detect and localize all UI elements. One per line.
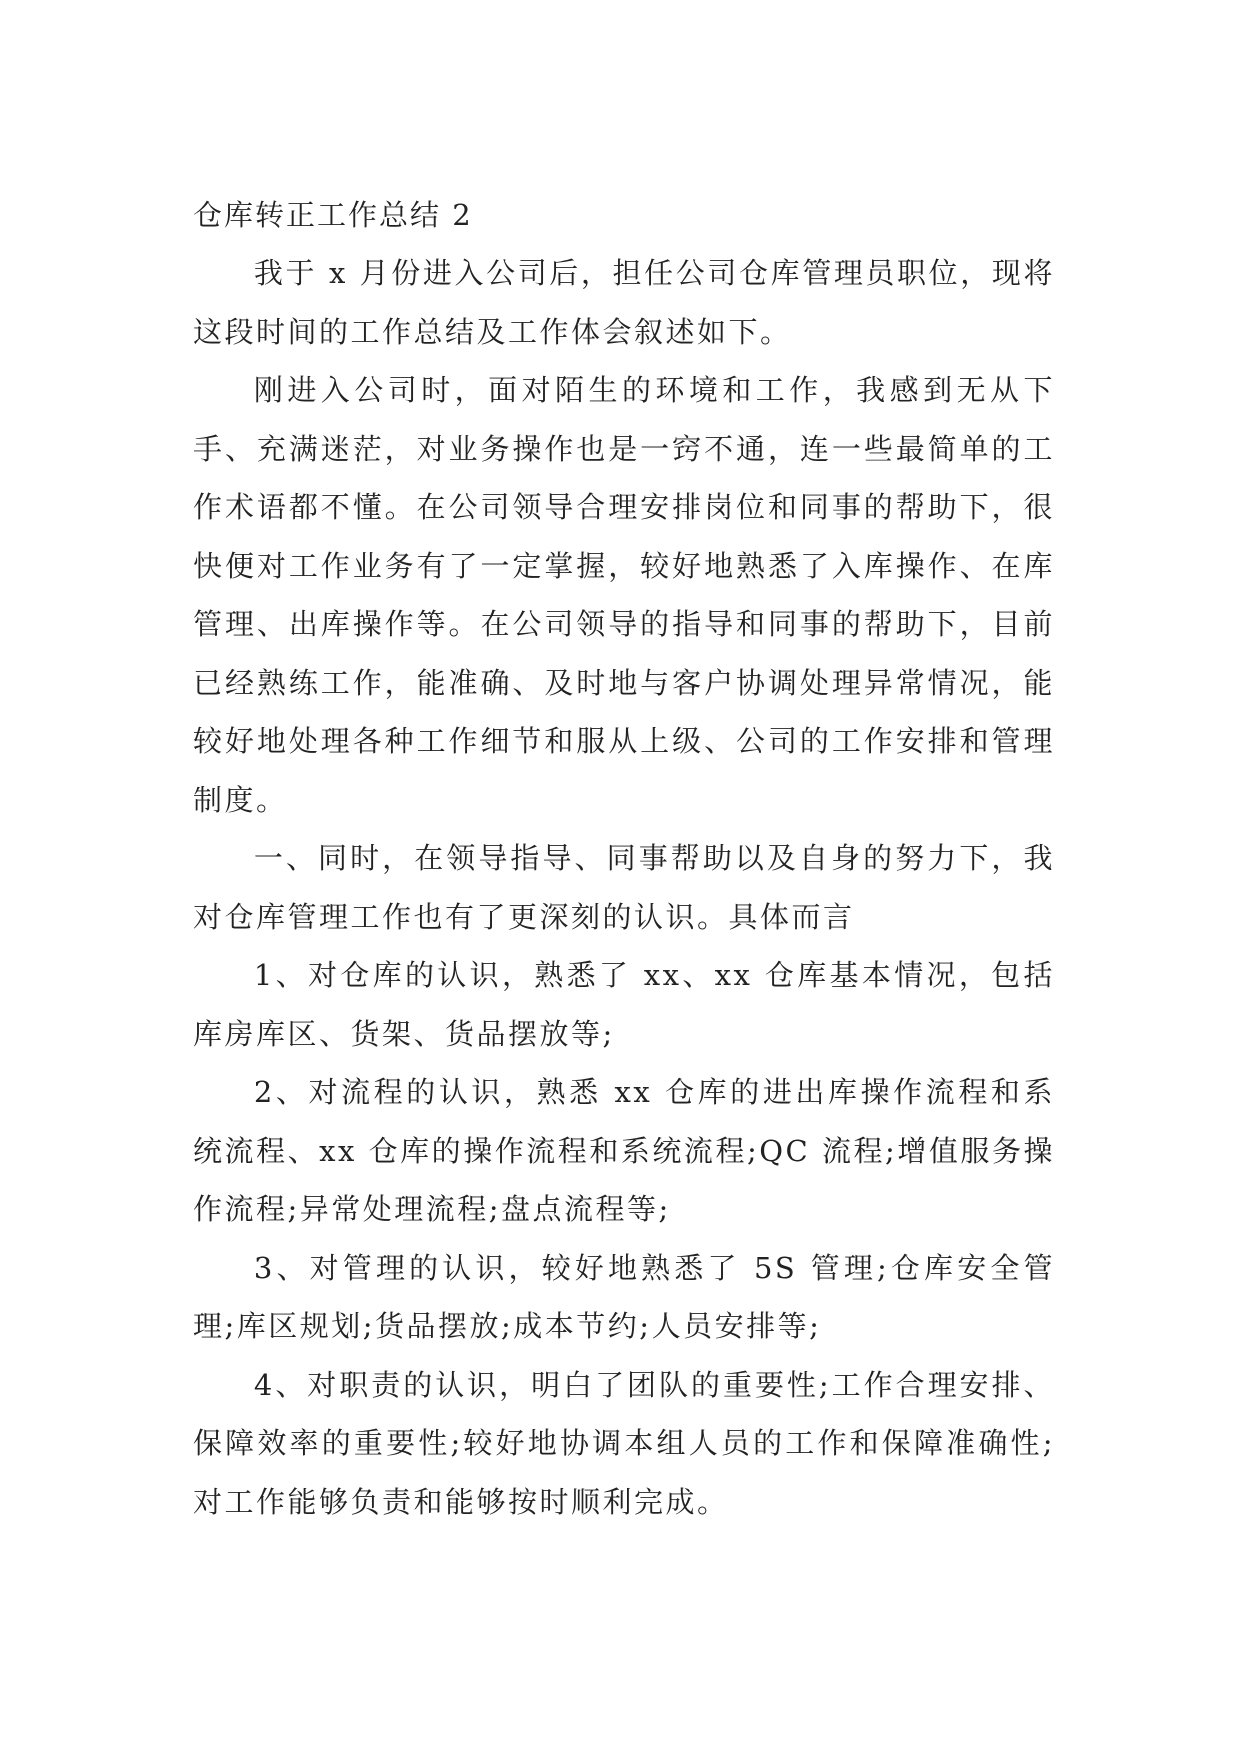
paragraph-section-one: 一、同时，在领导指导、同事帮助以及自身的努力下，我对仓库管理工作也有了更深刻的认识。具体而言 [193,841,1055,934]
paragraph-experience: 刚进入公司时，面对陌生的环境和工作，我感到无从下手、充满迷茫，对业务操作也是一窍不通，连一些最简单的工作术语都不懂。在公司领导合理安排岗位和同事的帮助下，很快便对工作业务有了一定掌握，较好地熟悉了入库操作、在库管理、出库操作等。在公司领导的指导和同事的帮助下，目前已经熟练工作，能准确、及时地与客户协调处理异常情况，能较好地处理各种工作细节和服从上级、公司的工作安排和管理制度。 [193,373,1055,817]
paragraph-item-duty: 4、对职责的认识，明白了团队的重要性;工作合理安排、保障效率的重要性;较好地协调本组人员的工作和保障准确性;对工作能够负责和能够按时顺利完成。 [193,1367,1055,1519]
paragraph-item-process: 2、对流程的认识，熟悉 xx 仓库的进出库操作流程和系统流程、xx 仓库的操作流程和系统流程;QC 流程;增值服务操作流程;异常处理流程;盘点流程等; [193,1075,1055,1226]
paragraph-item-warehouse: 1、对仓库的认识，熟悉了 xx、xx 仓库基本情况，包括库房库区、货架、货品摆放等; [193,958,1055,1051]
paragraph-item-management: 3、对管理的认识，较好地熟悉了 5S 管理;仓库安全管理;库区规划;货品摆放;成本节约;人员安排等; [193,1250,1055,1343]
document-title: 仓库转正工作总结 2 [193,198,473,232]
document-body [193,186,1055,1531]
paragraph-intro: 我于 x 月份进入公司后，担任公司仓库管理员职位，现将这段时间的工作总结及工作体会叙述如下。 [193,256,1055,349]
